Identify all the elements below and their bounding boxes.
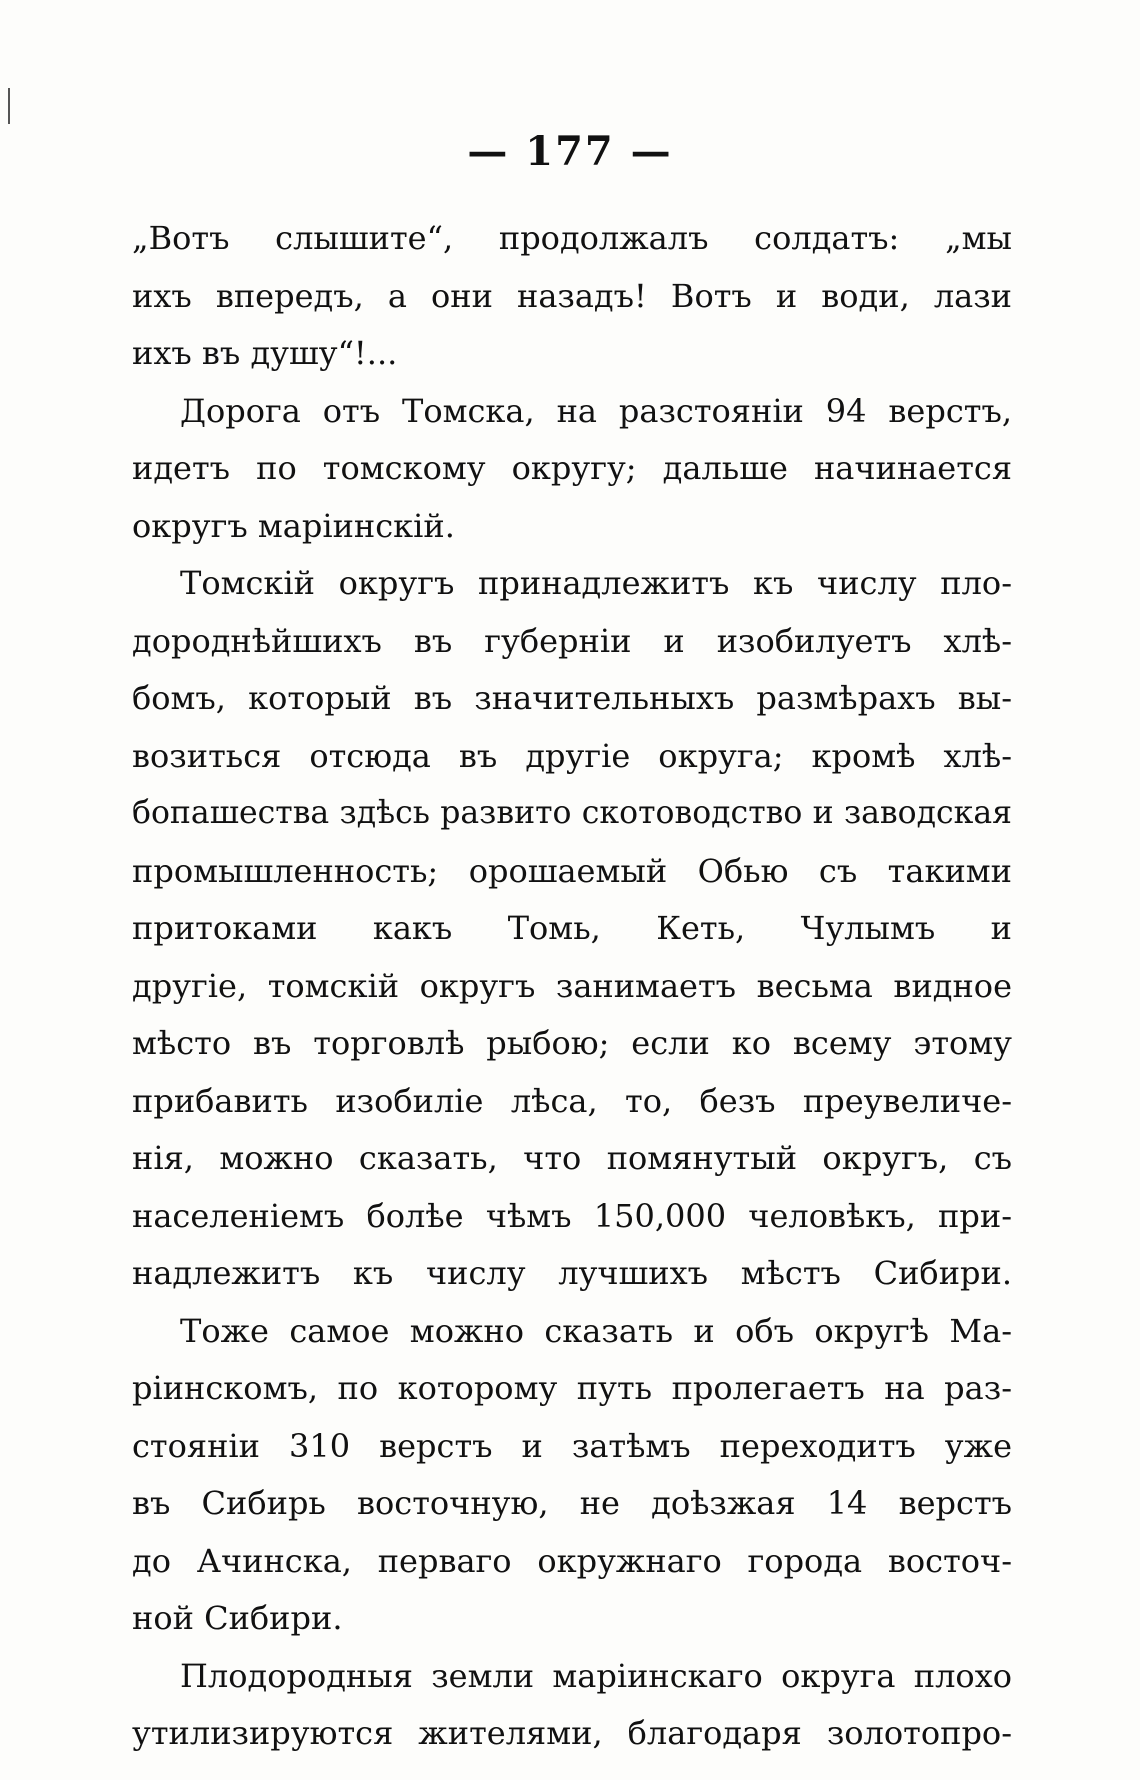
text-line: Томскій округъ принадлежитъ къ числу пло-	[180, 564, 1012, 602]
text-line: ной Сибири.	[132, 1599, 343, 1637]
text-line: Тоже самое можно сказать и объ округѣ Ма-	[180, 1311, 1012, 1350]
text-line: прибавить изобиліе лѣса, то, безъ преувеличе-	[132, 1081, 1012, 1120]
text-line: Плодородныя земли маріинскаго округа плохо	[180, 1656, 1012, 1695]
text-line: въ Сибирь восточную, не доѣзжая 14 верстъ	[132, 1484, 1012, 1522]
text-line: притоками какъ Томь, Кеть, Чулымъ и	[132, 909, 1012, 947]
text-line: до Ачинска, перваго окружнаго города восточ-	[132, 1541, 1012, 1580]
text-line: нія, можно сказать, что помянутый округъ, съ	[132, 1139, 1012, 1177]
text-line: утилизируются жителями, благодаря золотопро-	[132, 1714, 1012, 1752]
text-line: дороднѣйшихъ въ губерніи и изобилуетъ хлѣ-	[132, 621, 1012, 660]
text-line: населеніемъ болѣе чѣмъ 150,000 человѣкъ, при-	[132, 1196, 1012, 1235]
text-line: стояніи 310 верстъ и затѣмъ переходитъ уже	[132, 1426, 1012, 1465]
text-line: идетъ по томскому округу; дальше начинается	[132, 449, 1012, 487]
text-line: бопашества здѣсь развито скотоводство и заводская	[132, 795, 1012, 831]
page-number: — 177 —	[467, 128, 673, 175]
text-line: возиться отсюда въ другіе округа; кромѣ хлѣ-	[132, 736, 1012, 775]
body-text	[132, 210, 1012, 1763]
text-line: надлежитъ къ числу лучшихъ мѣстъ Сибири.	[132, 1254, 1012, 1292]
text-line: Дорога отъ Томска, на разстояніи 94 верстъ,	[180, 391, 1012, 430]
text-line: ихъ въ душу“!...	[132, 334, 398, 372]
text-line: ріинскомъ, по которому путь пролегаетъ на раз-	[132, 1369, 1012, 1407]
text-line: округъ маріинскій.	[132, 506, 455, 545]
text-line: „Вотъ слышите“, продолжалъ солдатъ: „мы	[132, 219, 1012, 257]
text-line: другіе, томскій округъ занимаетъ весьма видное	[132, 966, 1012, 1005]
text-line: мѣсто въ торговлѣ рыбою; если ко всему этому	[132, 1024, 1012, 1062]
text-line: промышленность; орошаемый Обью съ такими	[132, 851, 1012, 890]
margin-mark	[8, 88, 10, 124]
text-line: бомъ, который въ значительныхъ размѣрахъ вы-	[132, 679, 1012, 717]
text-line: ихъ впередъ, а они назадъ! Вотъ и води, лази	[132, 276, 1012, 315]
